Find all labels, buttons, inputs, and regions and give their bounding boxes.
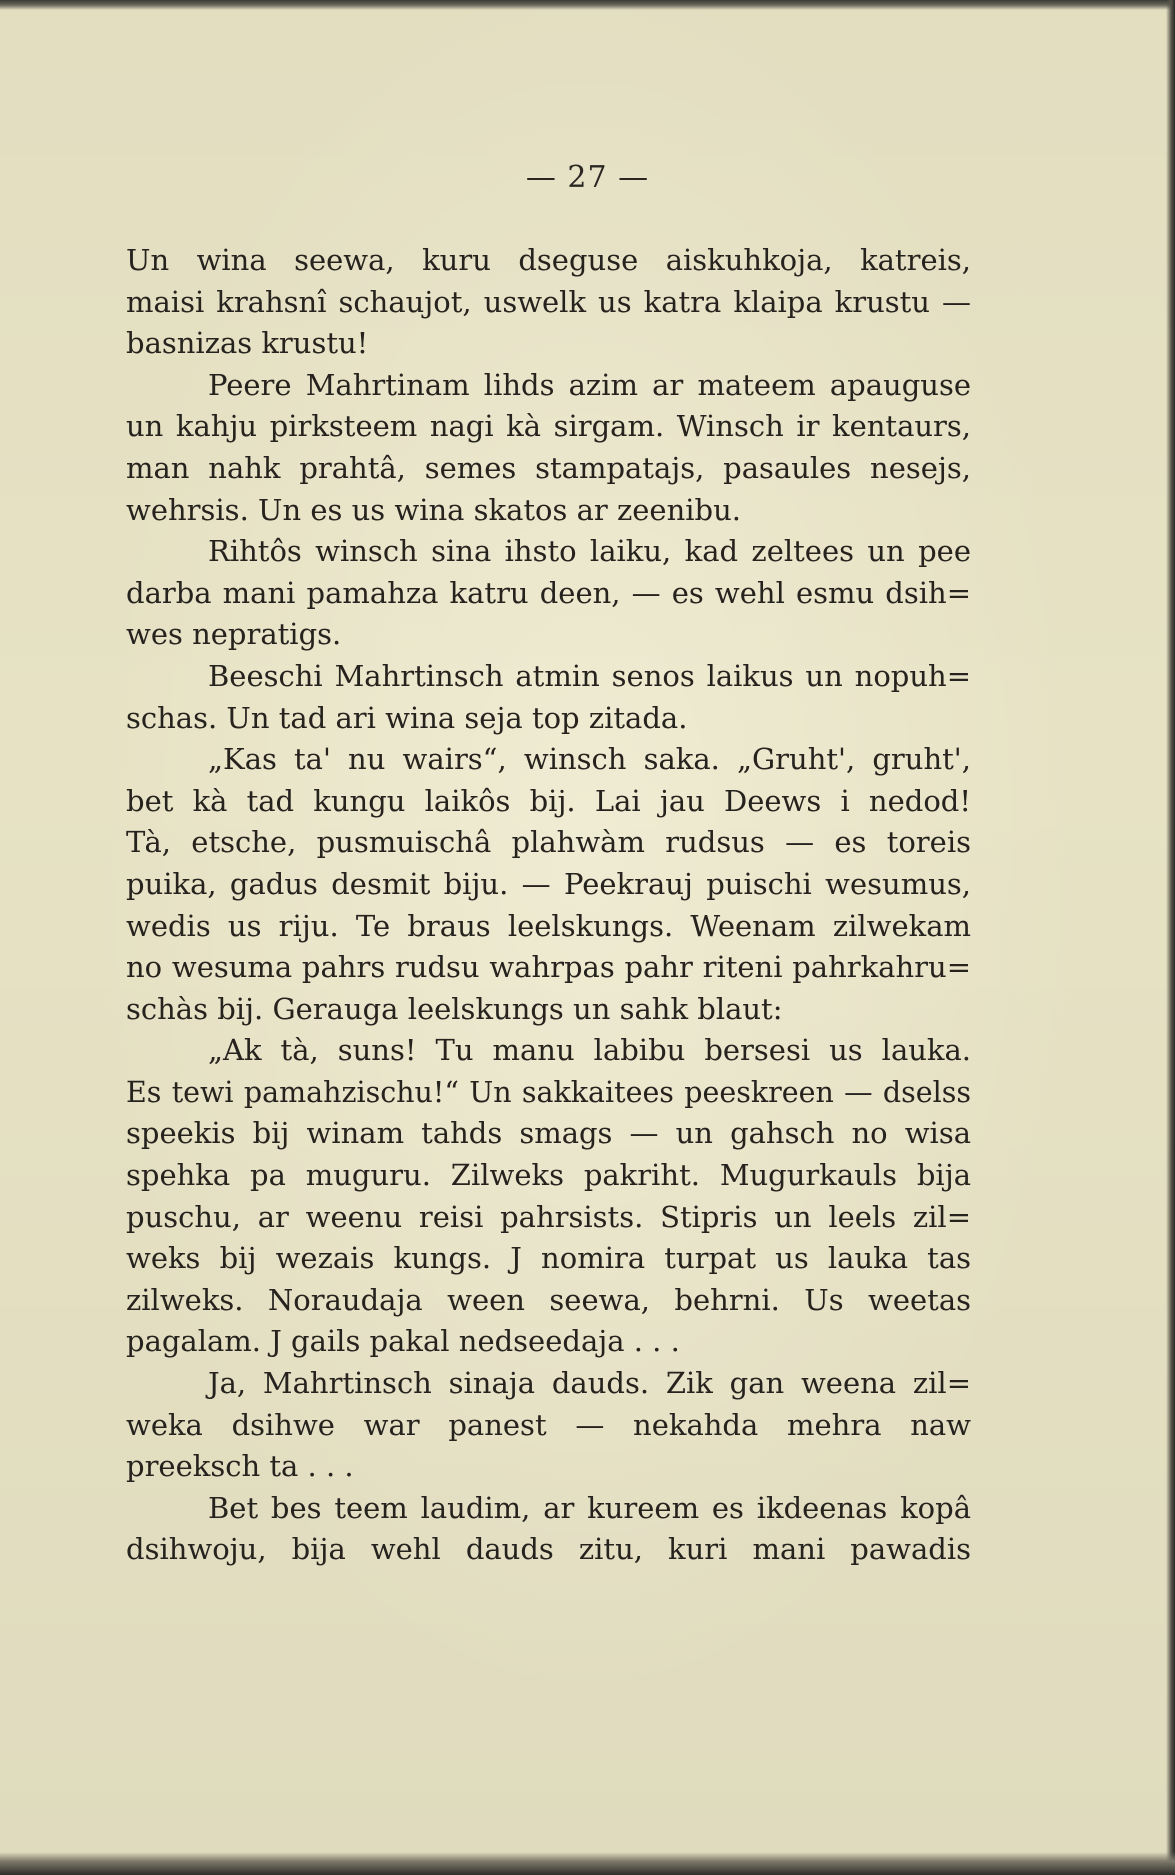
text-line: wes nepratigs. [126,617,342,652]
text-line: schas. Un tad ari wina seja top zitada. [126,700,688,735]
page-bottom-edge [0,1852,1175,1875]
text-line: speekis bij winam tahds smags — un gahsch no wisa [126,1116,971,1151]
text-line: Beeschi Mahrtinsch atmin senos laikus un nopuh= [208,658,971,693]
text-line: puika, gadus desmit biju. — Peekrauj puischi wesumus, [126,866,971,901]
text-line: Peere Mahrtinam lihds azim ar mateem apauguse [208,367,971,402]
text-line: basnizas krustu! [126,326,369,361]
text-line: maisi krahsnî schaujot, uswelk us katra klaipa krustu — [126,284,971,319]
text-line: preeksch ta . . . [126,1449,354,1484]
text-line: wehrsis. Un es us wina skatos ar zeenibu. [126,492,742,527]
text-line: „Ak tà, suns! Tu manu labibu bersesi us lauka. [208,1033,971,1068]
text-line: „Kas ta' nu wairs“, winsch saka. „Gruht', gruht', [208,742,971,777]
text-line: schàs bij. Gerauga leelskungs un sahk blaut: [126,991,783,1026]
text-line: Ja, Mahrtinsch sinaja dauds. Zik gan weena zil= [208,1366,971,1401]
text-line: Tà, etsche, pusmuischâ plahwàm rudsus — es toreis [126,825,971,860]
text-line: un kahju pirksteem nagi kà sirgam. Winsch ir kentaurs, [126,409,971,444]
text-line: dsihwoju, bija wehl dauds zitu, kuri mani pawadis [126,1532,971,1567]
text-line: weks bij wezais kungs. J nomira turpat us lauka tas [126,1241,971,1276]
text-line: puschu, ar weenu reisi pahrsists. Stipris un leels zil= [126,1199,971,1234]
page-right-edge [1166,0,1175,1875]
text-line: weka dsihwe war panest — nekahda mehra naw [126,1407,971,1442]
text-line: no wesuma pahrs rudsu wahrpas pahr riteni pahrkahru= [126,950,971,985]
text-line: zilweks. Noraudaja ween seewa, behrni. Us weetas [126,1282,971,1317]
text-line: spehka pa muguru. Zilweks pakriht. Mugurkauls bija [126,1158,971,1193]
page-top-edge [0,0,1175,10]
text-line: Rihtôs winsch sina ihsto laiku, kad zeltees un pee [208,534,971,569]
text-line: pagalam. J gails pakal nedseedaja . . . [126,1324,680,1359]
text-line: Bet bes teem laudim, ar kureem es ikdeenas kopâ [208,1490,971,1525]
page-number: — 27 — [525,160,650,195]
text-line: bet kà tad kungu laikôs bij. Lai jau Deews i nedod! [126,783,971,818]
text-line: man nahk prahtâ, semes stampatajs, pasaules nesejs, [126,450,971,485]
text-line: Un wina seewa, kuru dseguse aiskuhkoja, katreis, [126,243,971,277]
text-line: darba mani pamahza katru deen, — es wehl esmu dsih= [126,575,971,610]
body-text [126,240,971,1571]
text-line: wedis us riju. Te braus leelskungs. Weenam zilwekam [126,908,971,943]
text-line: Es tewi pamahzischu!“ Un sakkaitees peeskreen — dselss [126,1075,971,1109]
